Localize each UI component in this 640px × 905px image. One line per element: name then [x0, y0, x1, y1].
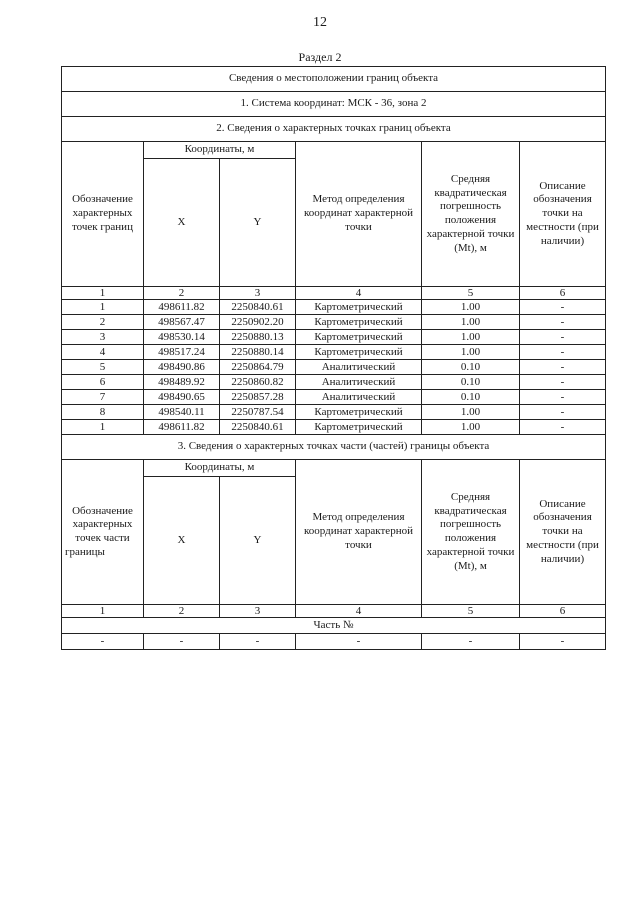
- header-description: Описание обозначения точки на местности (при наличии): [520, 142, 606, 287]
- coord-x: 498530.14: [144, 330, 220, 345]
- page-number: 12: [313, 15, 327, 30]
- description: -: [520, 345, 606, 360]
- description: -: [520, 360, 606, 375]
- point-number: 8: [62, 405, 144, 420]
- error: 1.00: [422, 315, 520, 330]
- section-title: Раздел 2: [298, 50, 342, 64]
- coord-y: 2250880.14: [220, 345, 296, 360]
- column-numbers-row: [62, 287, 606, 300]
- column-number: 1: [62, 605, 144, 618]
- part-points-title: 3. Сведения о характерных точках части (частей) границы объекта: [62, 435, 606, 460]
- method: Картометрический: [296, 405, 422, 420]
- part-header-x: X: [144, 477, 220, 605]
- point-number: 5: [62, 360, 144, 375]
- column-number: 6: [520, 287, 606, 300]
- coord-x: 498489.92: [144, 375, 220, 390]
- part-header-designation: Обозначение характерных точек части границы: [62, 460, 144, 605]
- method: Аналитический: [296, 375, 422, 390]
- header-x: X: [144, 159, 220, 287]
- table-row: [62, 300, 606, 315]
- part-header-coordinates: Координаты, м: [144, 460, 296, 477]
- coord-y: 2250840.61: [220, 420, 296, 435]
- point-number: 1: [62, 300, 144, 315]
- coord-x: 498567.47: [144, 315, 220, 330]
- header-designation: Обозначение характерных точек границ: [62, 142, 144, 287]
- point-number: 7: [62, 390, 144, 405]
- table-row: [62, 405, 606, 420]
- part-column-numbers-row: [62, 605, 606, 618]
- error: 1.00: [422, 405, 520, 420]
- table-row: [62, 345, 606, 360]
- method: Картометрический: [296, 330, 422, 345]
- column-number: 3: [220, 287, 296, 300]
- coord-x: 498540.11: [144, 405, 220, 420]
- table-row: [62, 420, 606, 435]
- description: -: [520, 420, 606, 435]
- coord-x: 498490.65: [144, 390, 220, 405]
- column-number: 4: [296, 605, 422, 618]
- error: 1.00: [422, 300, 520, 315]
- coord-y: 2250840.61: [220, 300, 296, 315]
- error: 0.10: [422, 360, 520, 375]
- description: -: [520, 405, 606, 420]
- method: -: [296, 634, 422, 650]
- description: -: [520, 330, 606, 345]
- column-number: 6: [520, 605, 606, 618]
- coord-x: 498611.82: [144, 300, 220, 315]
- header-error: Средняя квадратическая погрешность положения характерной точки (Mt), м: [422, 142, 520, 287]
- error: 0.10: [422, 390, 520, 405]
- boundary-info-table: [61, 66, 606, 650]
- column-number: 1: [62, 287, 144, 300]
- description: -: [520, 634, 606, 650]
- error: 1.00: [422, 345, 520, 360]
- method: Аналитический: [296, 360, 422, 375]
- boundary-points-title: 2. Сведения о характерных точках границ объекта: [62, 117, 606, 142]
- table-row: [62, 330, 606, 345]
- table-row: [62, 634, 606, 650]
- method: Аналитический: [296, 390, 422, 405]
- coord-y: 2250860.82: [220, 375, 296, 390]
- part-header-y: Y: [220, 477, 296, 605]
- column-number: 5: [422, 605, 520, 618]
- coord-x: -: [144, 634, 220, 650]
- column-number: 2: [144, 287, 220, 300]
- table-row: [62, 375, 606, 390]
- description: -: [520, 300, 606, 315]
- table-row: [62, 315, 606, 330]
- header-y: Y: [220, 159, 296, 287]
- part-header-description: Описание обозначения точки на местности (при наличии): [520, 460, 606, 605]
- table-row: [62, 360, 606, 375]
- coord-y: 2250787.54: [220, 405, 296, 420]
- header-method: Метод определения координат характерной точки: [296, 142, 422, 287]
- method: Картометрический: [296, 315, 422, 330]
- method: Картометрический: [296, 420, 422, 435]
- method: Картометрический: [296, 345, 422, 360]
- coordinate-system: 1. Система координат: МСК - 36, зона 2: [62, 92, 606, 117]
- point-number: 2: [62, 315, 144, 330]
- part-header-error: Средняя квадратическая погрешность положения характерной точки (Mt), м: [422, 460, 520, 605]
- point-number: 3: [62, 330, 144, 345]
- coord-x: 498611.82: [144, 420, 220, 435]
- error: 0.10: [422, 375, 520, 390]
- table-row: [62, 390, 606, 405]
- column-number: 4: [296, 287, 422, 300]
- method: Картометрический: [296, 300, 422, 315]
- coord-y: 2250902.20: [220, 315, 296, 330]
- error: 1.00: [422, 330, 520, 345]
- coord-y: -: [220, 634, 296, 650]
- coord-x: 498517.24: [144, 345, 220, 360]
- column-number: 5: [422, 287, 520, 300]
- coord-y: 2250864.79: [220, 360, 296, 375]
- column-number: 3: [220, 605, 296, 618]
- description: -: [520, 390, 606, 405]
- point-number: 1: [62, 420, 144, 435]
- coord-x: 498490.86: [144, 360, 220, 375]
- part-label: Часть №: [62, 618, 606, 634]
- error: 1.00: [422, 420, 520, 435]
- column-number: 2: [144, 605, 220, 618]
- description: -: [520, 315, 606, 330]
- coord-y: 2250880.13: [220, 330, 296, 345]
- part-header-method: Метод определения координат характерной точки: [296, 460, 422, 605]
- description: -: [520, 375, 606, 390]
- error: -: [422, 634, 520, 650]
- point-number: 6: [62, 375, 144, 390]
- table-title: Сведения о местоположении границ объекта: [62, 67, 606, 92]
- coord-y: 2250857.28: [220, 390, 296, 405]
- point-number: 4: [62, 345, 144, 360]
- point-number: -: [62, 634, 144, 650]
- header-coordinates: Координаты, м: [144, 142, 296, 159]
